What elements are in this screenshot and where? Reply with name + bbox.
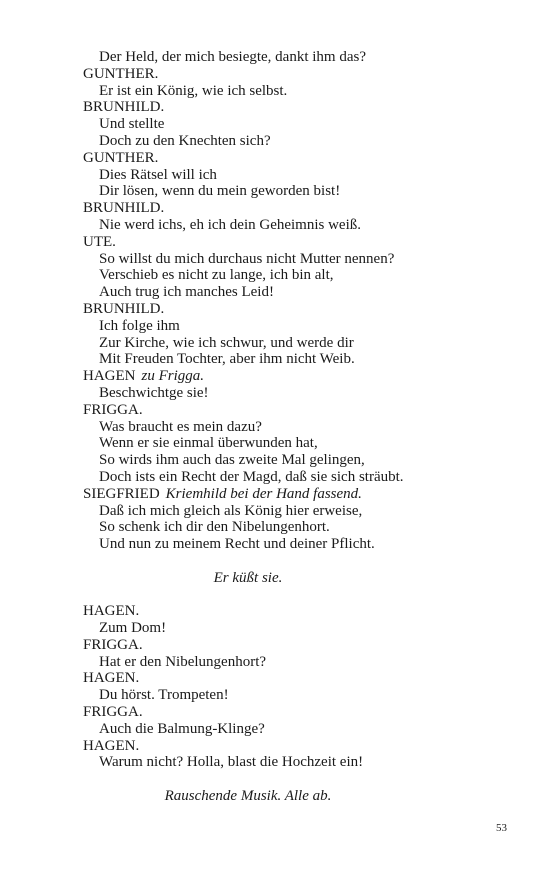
- speaker-name: [83, 670, 523, 687]
- stage-direction: Rauschende Musik. Alle ab.: [164, 788, 332, 805]
- verse-line: Doch ists ein Recht der Magd, daß sie sich sträubt.: [99, 468, 404, 485]
- verse-line: Er ist ein König, wie ich selbst.: [99, 82, 288, 99]
- speaker-name: [83, 66, 523, 83]
- speaker-name: [83, 301, 523, 318]
- speaker-name: [83, 486, 523, 503]
- speaker-label: HAGEN.: [83, 603, 140, 620]
- verse-line: Ich folge ihm: [99, 317, 180, 334]
- speaker-label: FRIGGA.: [83, 636, 143, 653]
- speaker-label: HAGEN: [83, 368, 136, 385]
- speaker-label: FRIGGA.: [83, 401, 143, 418]
- speaker-name: [83, 234, 523, 251]
- speaker-label: GUNTHER.: [83, 65, 159, 82]
- speaker-direction: zu Frigga.: [141, 368, 205, 385]
- speaker-label: BRUNHILD.: [83, 200, 165, 217]
- speaker-label: HAGEN.: [83, 670, 140, 687]
- stage-direction: Er küßt sie.: [213, 569, 283, 586]
- verse-line: Und nun zu meinem Recht und deiner Pflicht.: [99, 536, 375, 553]
- verse-line: So wirds ihm auch das zweite Mal gelingen,: [99, 452, 365, 469]
- speaker-label: SIEGFRIED: [83, 485, 160, 502]
- speaker-name: [83, 368, 523, 385]
- verse-line: Was braucht es mein dazu?: [99, 418, 262, 435]
- verse-line: So willst du mich durchaus nicht Mutter nennen?: [99, 250, 395, 267]
- verse-line: Warum nicht? Holla, blast die Hochzeit ein!: [99, 754, 364, 771]
- verse-line: Verschieb es nicht zu lange, ich bin alt,: [99, 267, 334, 284]
- speaker-name: [83, 603, 523, 620]
- verse-line: Du hörst. Trompeten!: [99, 687, 229, 704]
- speaker-label: BRUNHILD.: [83, 300, 165, 317]
- speaker-name: [83, 99, 523, 116]
- verse-line: Mit Freuden Tochter, aber ihm nicht Weib.: [99, 351, 355, 368]
- speaker-label: HAGEN.: [83, 737, 140, 754]
- verse-line: Auch die Balmung-Klinge?: [99, 720, 265, 737]
- blank-line: [83, 553, 523, 570]
- verse-line: Zur Kirche, wie ich schwur, und werde dir: [99, 334, 354, 351]
- blank-line: [83, 587, 523, 604]
- verse-line: Zum Dom!: [99, 620, 167, 637]
- verse-line: Nie werd ichs, eh ich dein Geheimnis weiß.: [99, 216, 362, 233]
- speaker-direction: Kriemhild bei der Hand fassend.: [165, 485, 362, 502]
- verse-line: Daß ich mich gleich als König hier erweise,: [99, 502, 363, 519]
- verse-line: Auch trug ich manches Leid!: [99, 284, 274, 301]
- verse-line: Und stellte: [99, 116, 165, 133]
- verse-line: Der Held, der mich besiegte, dankt ihm das?: [99, 49, 366, 65]
- speaker-label: BRUNHILD.: [83, 99, 165, 116]
- verse-line: Beschwichtge sie!: [99, 384, 209, 401]
- speaker-name: [83, 150, 523, 167]
- speaker-name: [83, 637, 523, 654]
- verse-line: Dir lösen, wenn du mein geworden bist!: [99, 183, 341, 200]
- speaker-name: [83, 402, 523, 419]
- speaker-label: UTE.: [83, 233, 116, 250]
- verse-line: Wenn er sie einmal überwunden hat,: [99, 435, 318, 452]
- verse-line: Doch zu den Knechten sich?: [99, 132, 271, 149]
- play-text: [83, 49, 523, 805]
- blank-line: [83, 771, 523, 788]
- page-number: 53: [496, 822, 507, 834]
- verse-line: So schenk ich dir den Nibelungenhort.: [99, 519, 330, 536]
- speaker-label: FRIGGA.: [83, 704, 143, 721]
- speaker-name: [83, 704, 523, 721]
- verse-line: Dies Rätsel will ich: [99, 166, 217, 183]
- speaker-name: [83, 200, 523, 217]
- verse-line: Hat er den Nibelungenhort?: [99, 653, 267, 670]
- speaker-label: GUNTHER.: [83, 149, 159, 166]
- speaker-name: [83, 738, 523, 755]
